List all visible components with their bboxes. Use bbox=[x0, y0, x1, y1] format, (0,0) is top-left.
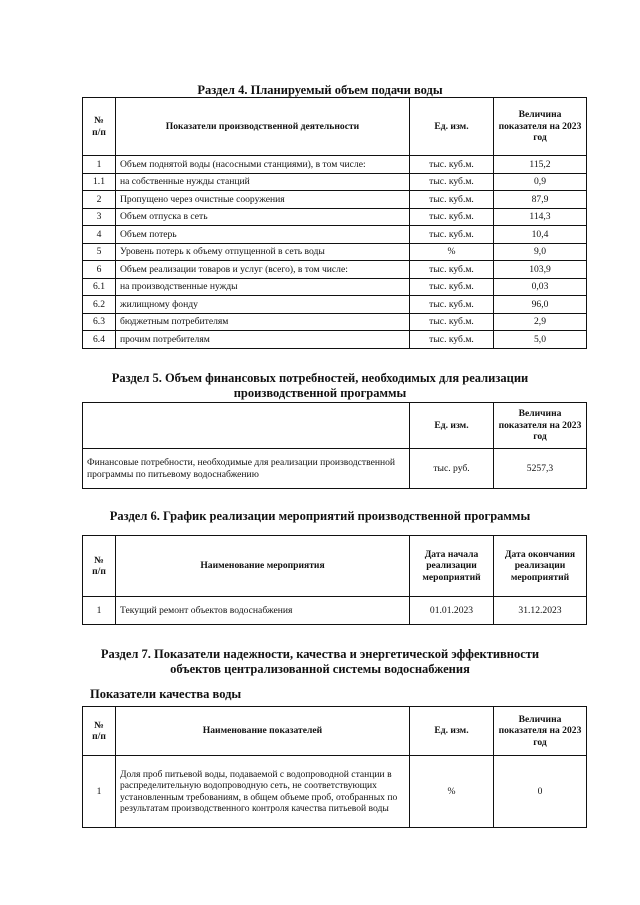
cell-value: 115,2 bbox=[494, 156, 587, 174]
col-header-end-date: Дата окончания реализации мероприятий bbox=[494, 536, 587, 597]
cell-number: 6.2 bbox=[83, 296, 116, 314]
section4-title: Раздел 4. Планируемый объем подачи воды bbox=[197, 83, 443, 97]
table-row bbox=[83, 597, 587, 625]
cell-value: 9,0 bbox=[494, 243, 587, 261]
cell-indicator: на производственные нужды bbox=[116, 278, 410, 296]
cell-activity: Текущий ремонт объектов водоснабжения bbox=[116, 597, 410, 625]
table-row bbox=[83, 261, 587, 279]
section7-title-line1: Раздел 7. Показатели надежности, качества и энергетической эффективности bbox=[100, 647, 540, 661]
table-row bbox=[83, 313, 587, 331]
cell-unit: тыс. куб.м. bbox=[410, 156, 494, 174]
cell-number: 3 bbox=[83, 208, 116, 226]
table-row bbox=[83, 449, 587, 489]
cell-unit: тыс. куб.м. bbox=[410, 278, 494, 296]
cell-unit: тыс. куб.м. bbox=[410, 331, 494, 349]
cell-indicator: Объем потерь bbox=[116, 226, 410, 244]
col-header-unit: Ед. изм. bbox=[410, 707, 494, 756]
table-row bbox=[83, 173, 587, 191]
cell-value: 2,9 bbox=[494, 313, 587, 331]
col-header-blank bbox=[83, 403, 410, 449]
table-row bbox=[83, 331, 587, 349]
cell-end-date: 31.12.2023 bbox=[494, 597, 587, 625]
cell-number: 6.4 bbox=[83, 331, 116, 349]
section5-title-line1: Раздел 5. Объем финансовых потребностей, необходимых для реализации bbox=[111, 371, 529, 385]
cell-indicator: прочим потребителям bbox=[116, 331, 410, 349]
cell-indicator: Уровень потерь к объему отпущенной в сеть воды bbox=[116, 243, 410, 261]
section5-table bbox=[82, 402, 587, 489]
cell-unit: % bbox=[410, 243, 494, 261]
cell-number: 1 bbox=[83, 756, 116, 828]
section7-table bbox=[82, 706, 587, 828]
cell-number: 1 bbox=[83, 597, 116, 625]
cell-value: 114,3 bbox=[494, 208, 587, 226]
cell-indicator: Доля проб питьевой воды, подаваемой с водопроводной станции в распределительную водопроводную сеть, не соответствующих установленным требованиям, в общем объеме проб, отобранных по результатам производственного контроля качества питьевой воды bbox=[116, 756, 410, 828]
section6-table bbox=[82, 535, 587, 625]
col-header-value: Величина показателя на 2023 год bbox=[494, 707, 587, 756]
cell-number: 6 bbox=[83, 261, 116, 279]
col-header-indicator: Показатели производственной деятельности bbox=[116, 98, 410, 156]
cell-unit: тыс. куб.м. bbox=[410, 296, 494, 314]
cell-indicator: бюджетным потребителям bbox=[116, 313, 410, 331]
cell-value: 96,0 bbox=[494, 296, 587, 314]
table-row bbox=[83, 191, 587, 209]
table-row bbox=[83, 208, 587, 226]
col-header-start-date: Дата начала реализации мероприятий bbox=[410, 536, 494, 597]
cell-unit: тыс. куб.м. bbox=[410, 226, 494, 244]
section7-title-line2: объектов централизованной системы водоснабжения bbox=[170, 662, 470, 676]
col-header-number: № п/п bbox=[83, 707, 116, 756]
cell-start-date: 01.01.2023 bbox=[410, 597, 494, 625]
cell-value: 103,9 bbox=[494, 261, 587, 279]
section7-subtitle: Показатели качества воды bbox=[90, 687, 242, 701]
cell-indicator: Пропущено через очистные сооружения bbox=[116, 191, 410, 209]
table-row bbox=[83, 278, 587, 296]
col-header-number: № п/п bbox=[83, 536, 116, 597]
cell-value: 0 bbox=[494, 756, 587, 828]
cell-unit: тыс. куб.м. bbox=[410, 208, 494, 226]
cell-unit: тыс. куб.м. bbox=[410, 191, 494, 209]
cell-value: 0,9 bbox=[494, 173, 587, 191]
col-header-unit: Ед. изм. bbox=[410, 403, 494, 449]
section6-title: Раздел 6. График реализации мероприятий производственной программы bbox=[109, 509, 531, 523]
cell-value: 10,4 bbox=[494, 226, 587, 244]
cell-number: 5 bbox=[83, 243, 116, 261]
cell-value: 5,0 bbox=[494, 331, 587, 349]
cell-value: 87,9 bbox=[494, 191, 587, 209]
cell-indicator: Финансовые потребности, необходимые для реализации производственной программы по питьевому водоснабжению bbox=[83, 449, 410, 489]
col-header-activity: Наименование мероприятия bbox=[116, 536, 410, 597]
cell-unit: тыс. куб.м. bbox=[410, 313, 494, 331]
col-header-unit: Ед. изм. bbox=[410, 98, 494, 156]
cell-value: 0,03 bbox=[494, 278, 587, 296]
col-header-value: Величина показателя на 2023 год bbox=[494, 98, 587, 156]
cell-indicator: на собственные нужды станций bbox=[116, 173, 410, 191]
table-row bbox=[83, 226, 587, 244]
cell-indicator: жилищному фонду bbox=[116, 296, 410, 314]
cell-number: 1.1 bbox=[83, 173, 116, 191]
cell-number: 1 bbox=[83, 156, 116, 174]
table-row bbox=[83, 243, 587, 261]
table-row bbox=[83, 756, 587, 828]
section4-table bbox=[82, 97, 587, 349]
col-header-indicator: Наименование показателей bbox=[116, 707, 410, 756]
table-row bbox=[83, 156, 587, 174]
cell-unit: % bbox=[410, 756, 494, 828]
cell-unit: тыс. куб.м. bbox=[410, 261, 494, 279]
cell-unit: тыс. куб.м. bbox=[410, 173, 494, 191]
cell-number: 2 bbox=[83, 191, 116, 209]
cell-number: 6.3 bbox=[83, 313, 116, 331]
table-row bbox=[83, 296, 587, 314]
cell-value: 5257,3 bbox=[494, 449, 587, 489]
col-header-number: № п/п bbox=[83, 98, 116, 156]
col-header-value: Величина показателя на 2023 год bbox=[494, 403, 587, 449]
cell-indicator: Объем реализации товаров и услуг (всего), в том числе: bbox=[116, 261, 410, 279]
cell-unit: тыс. руб. bbox=[410, 449, 494, 489]
section5-title-line2: производственной программы bbox=[233, 386, 407, 400]
cell-number: 4 bbox=[83, 226, 116, 244]
cell-number: 6.1 bbox=[83, 278, 116, 296]
cell-indicator: Объем отпуска в сеть bbox=[116, 208, 410, 226]
cell-indicator: Объем поднятой воды (насосными станциями), в том числе: bbox=[116, 156, 410, 174]
